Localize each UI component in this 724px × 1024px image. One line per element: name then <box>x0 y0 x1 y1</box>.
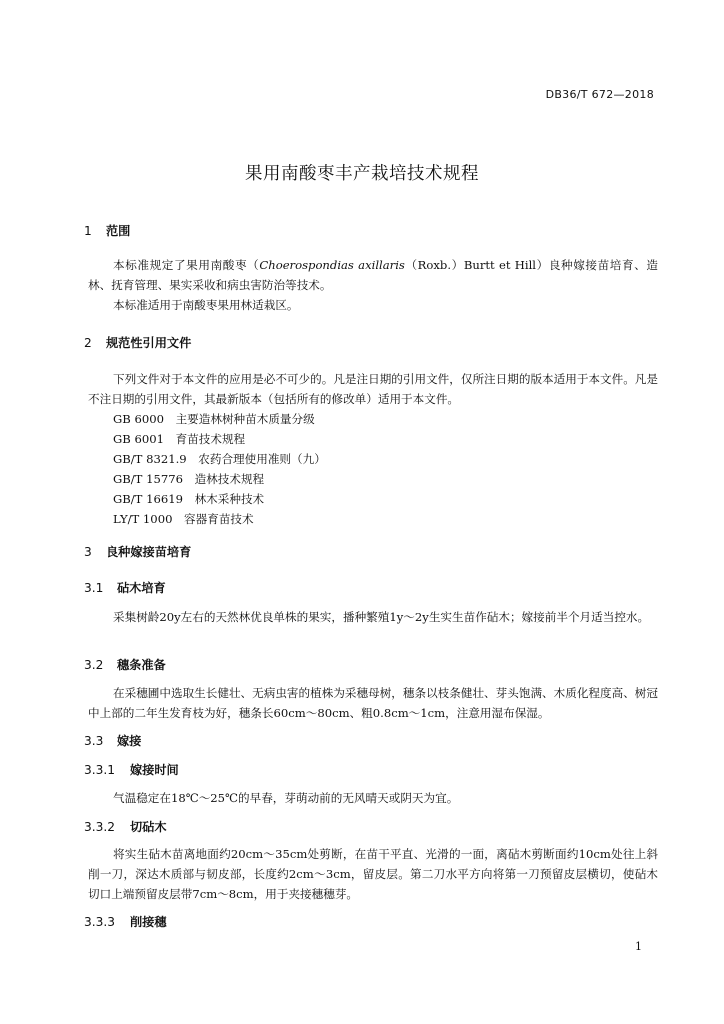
page-title: 果用南酸枣丰产栽培技术规程 <box>245 164 479 184</box>
section-3-2-paragraph: 在采穗圃中选取生长健壮、无病虫害的植株为采穗母树，穗条以枝条健壮、芽头饱满、木质化程度高、树冠中上部的二年生发育枝为好，穗条长60cm～80cm、粗0.8cm～1cm，注意用湿布保湿。 <box>88 686 658 720</box>
reference-item: GB 6000 主要造林树种苗木质量分级 <box>113 412 315 426</box>
section-title: 切砧木 <box>130 820 167 834</box>
section-3-3-1-paragraph: 气温稳定在18℃～25℃的早春，芽萌动前的无风晴天或阴天为宜。 <box>113 791 459 805</box>
section-number: 3 <box>84 545 92 559</box>
section-title: 规范性引用文件 <box>106 336 192 350</box>
section-3-2-heading <box>84 656 166 673</box>
section-3-3-3-heading <box>84 913 167 930</box>
section-3-1-paragraph: 采集树龄20y左右的天然林优良单株的果实，播种繁殖1y～2y生实生苗作砧木；嫁接前半个月适当控水。 <box>113 610 650 624</box>
section-2-heading <box>84 334 191 351</box>
section-number: 3.3.1 <box>84 763 116 777</box>
section-number: 1 <box>84 224 92 238</box>
standard-number: DB36/T 672—2018 <box>545 88 654 101</box>
paragraph-text: （Roxb.）Burtt et Hill）良种嫁接苗培育、造林、抚育管理、果实采收和病虫害防治等技术。 <box>88 258 658 292</box>
section-number: 3.3.3 <box>84 915 116 929</box>
reference-item: GB/T 16619 林木采种技术 <box>113 492 265 506</box>
section-1-heading <box>84 222 130 239</box>
reference-item: GB 6001 育苗技术规程 <box>113 432 246 446</box>
section-title: 穗条准备 <box>117 658 166 672</box>
section-3-3-heading <box>84 732 141 749</box>
reference-item: GB/T 8321.9 农药合理使用准则（九） <box>113 452 326 466</box>
section-3-3-1-heading <box>84 761 179 778</box>
section-number: 3.3 <box>84 734 104 748</box>
section-title: 削接穗 <box>130 915 167 929</box>
section-1-paragraph-1 <box>88 255 658 295</box>
section-number: 3.1 <box>84 581 104 595</box>
paragraph-text: 本标准规定了果用南酸枣（ <box>113 258 260 272</box>
section-3-3-2-paragraph: 将实生砧木苗离地面约20cm～35cm处剪断，在苗干平直、光滑的一面，离砧木剪断面约10cm处往上斜削一刀，深达木质部与韧皮部，长度约2cm～3cm，留皮层。第二刀水平方向将第一刀预留皮层横切，使砧木切口上端预留皮层带7cm～8cm，用于夹接穗穗芽。 <box>88 847 658 901</box>
reference-item: GB/T 15776 造林技术规程 <box>113 472 265 486</box>
section-number: 2 <box>84 336 92 350</box>
section-number: 3.2 <box>84 658 104 672</box>
section-title: 嫁接时间 <box>130 763 179 777</box>
section-1-paragraph-2: 本标准适用于南酸枣果用林适栽区。 <box>113 298 299 312</box>
section-3-1-heading <box>84 579 166 596</box>
section-number: 3.3.2 <box>84 820 116 834</box>
section-title: 范围 <box>106 224 131 238</box>
reference-item: LY/T 1000 容器育苗技术 <box>113 512 254 526</box>
section-title: 嫁接 <box>117 734 142 748</box>
latin-name: Choerospondias axillaris <box>259 258 405 272</box>
section-3-heading <box>84 543 191 560</box>
section-title: 砧木培育 <box>117 581 166 595</box>
page-number: 1 <box>635 940 642 953</box>
section-3-3-2-heading <box>84 818 167 835</box>
section-2-paragraph: 下列文件对于本文件的应用是必不可少的。凡是注日期的引用文件，仅所注日期的版本适用于本文件。凡是不注日期的引用文件，其最新版本（包括所有的修改单）适用于本文件。 <box>88 372 658 406</box>
section-title: 良种嫁接苗培育 <box>106 545 192 559</box>
